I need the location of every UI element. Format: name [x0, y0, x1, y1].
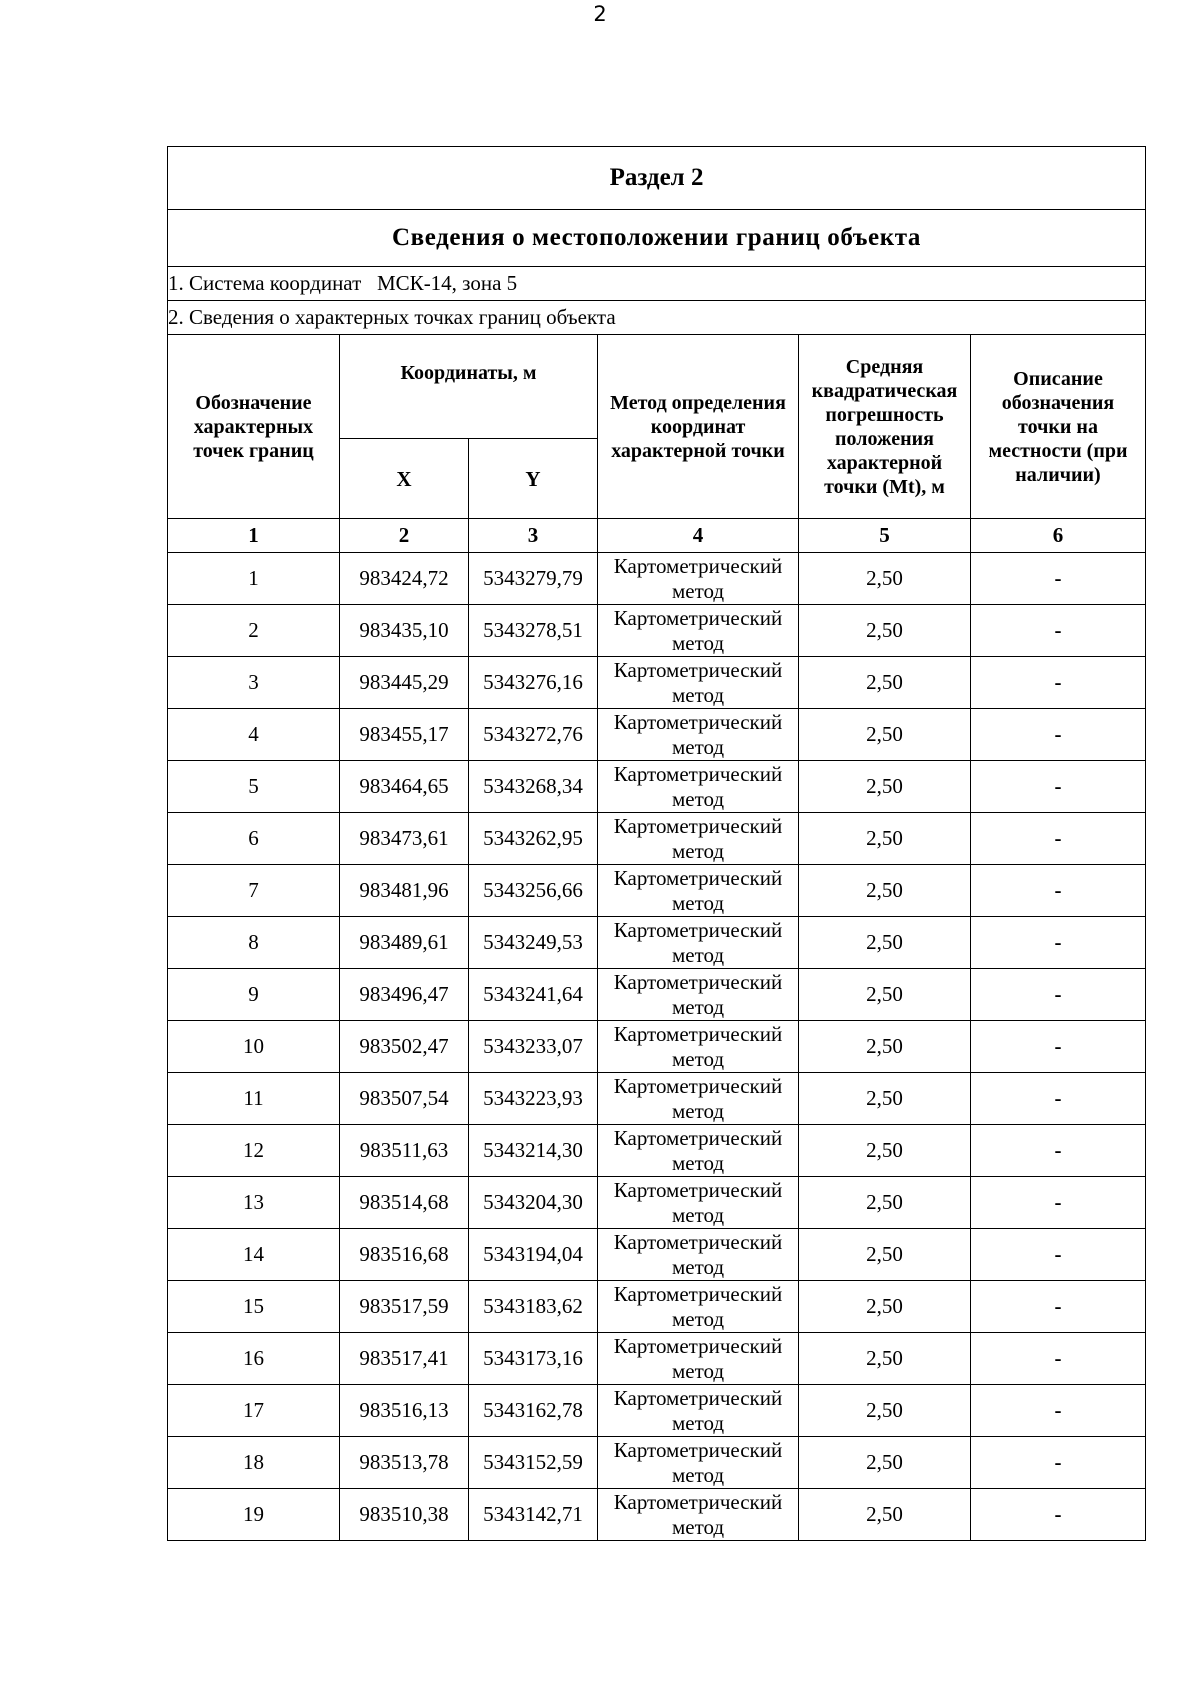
x-coordinate-cell: 983435,10 — [340, 605, 469, 657]
error-cell: 2,50 — [799, 1125, 971, 1177]
method-line-1: Картометрический — [613, 865, 783, 890]
header-description: Описание обозначения точки на местности (при наличии) — [971, 335, 1146, 519]
table-title: Сведения о местоположении границ объекта — [168, 210, 1146, 267]
description-cell: - — [971, 865, 1146, 917]
point-number-cell: 5 — [168, 761, 340, 813]
method-line-2: метод — [671, 890, 725, 915]
column-number: 2 — [340, 519, 469, 553]
point-number-cell: 8 — [168, 917, 340, 969]
table-row — [168, 813, 1146, 865]
point-number-cell: 18 — [168, 1437, 340, 1489]
header-y: Y — [469, 439, 598, 519]
description-cell: - — [971, 917, 1146, 969]
y-coordinate-cell: 5343152,59 — [469, 1437, 598, 1489]
method-line-2: метод — [671, 1358, 725, 1383]
y-coordinate-cell: 5343268,34 — [469, 761, 598, 813]
table-row — [168, 1489, 1146, 1541]
x-coordinate-cell: 983496,47 — [340, 969, 469, 1021]
table-row — [168, 657, 1146, 709]
x-coordinate-cell: 983507,54 — [340, 1073, 469, 1125]
method-line-2: метод — [671, 1254, 725, 1279]
y-coordinate-cell: 5343241,64 — [469, 969, 598, 1021]
method-line-2: метод — [671, 994, 725, 1019]
table-row — [168, 1385, 1146, 1437]
y-coordinate-cell: 5343162,78 — [469, 1385, 598, 1437]
table-row — [168, 1021, 1146, 1073]
method-line-2: метод — [671, 1046, 725, 1071]
error-cell: 2,50 — [799, 1177, 971, 1229]
point-number-cell: 6 — [168, 813, 340, 865]
error-cell: 2,50 — [799, 1073, 971, 1125]
method-line-2: метод — [671, 682, 725, 707]
method-line-1: Картометрический — [613, 657, 783, 682]
method-line-1: Картометрический — [613, 917, 783, 942]
description-cell: - — [971, 1489, 1146, 1541]
error-cell: 2,50 — [799, 969, 971, 1021]
column-number: 6 — [971, 519, 1146, 553]
point-number-cell: 4 — [168, 709, 340, 761]
table-row — [168, 761, 1146, 813]
point-number-cell: 15 — [168, 1281, 340, 1333]
x-coordinate-cell: 983514,68 — [340, 1177, 469, 1229]
x-coordinate-cell: 983517,41 — [340, 1333, 469, 1385]
x-coordinate-cell: 983473,61 — [340, 813, 469, 865]
table-row — [168, 1333, 1146, 1385]
method-line-2: метод — [671, 1098, 725, 1123]
method-line-1: Картометрический — [613, 1073, 783, 1098]
point-number-cell: 3 — [168, 657, 340, 709]
x-coordinate-cell: 983513,78 — [340, 1437, 469, 1489]
method-cell — [598, 709, 799, 761]
table-row — [168, 1437, 1146, 1489]
table-row — [168, 969, 1146, 1021]
method-line-2: метод — [671, 1410, 725, 1435]
method-line-2: метод — [671, 942, 725, 967]
y-coordinate-cell: 5343256,66 — [469, 865, 598, 917]
y-coordinate-cell: 5343276,16 — [469, 657, 598, 709]
page-number: 2 — [593, 2, 607, 26]
y-coordinate-cell: 5343279,79 — [469, 553, 598, 605]
x-coordinate-cell: 983510,38 — [340, 1489, 469, 1541]
error-cell: 2,50 — [799, 709, 971, 761]
x-coordinate-cell: 983489,61 — [340, 917, 469, 969]
point-number-cell: 17 — [168, 1385, 340, 1437]
y-coordinate-cell: 5343233,07 — [469, 1021, 598, 1073]
point-number-cell: 11 — [168, 1073, 340, 1125]
points-info-row — [168, 301, 1146, 335]
method-cell — [598, 865, 799, 917]
y-coordinate-cell: 5343194,04 — [469, 1229, 598, 1281]
method-cell — [598, 917, 799, 969]
method-cell — [598, 605, 799, 657]
method-line-1: Картометрический — [613, 1333, 783, 1358]
error-cell: 2,50 — [799, 865, 971, 917]
method-cell — [598, 1489, 799, 1541]
x-coordinate-cell: 983424,72 — [340, 553, 469, 605]
y-coordinate-cell: 5343249,53 — [469, 917, 598, 969]
column-numbers-row — [168, 519, 1146, 553]
method-line-1: Картометрический — [613, 1281, 783, 1306]
error-cell: 2,50 — [799, 1021, 971, 1073]
table-row — [168, 1229, 1146, 1281]
error-cell: 2,50 — [799, 553, 971, 605]
column-number: 4 — [598, 519, 799, 553]
point-number-cell: 7 — [168, 865, 340, 917]
description-cell: - — [971, 1281, 1146, 1333]
method-line-2: метод — [671, 1514, 725, 1539]
description-cell: - — [971, 1229, 1146, 1281]
error-cell: 2,50 — [799, 813, 971, 865]
x-coordinate-cell: 983445,29 — [340, 657, 469, 709]
y-coordinate-cell: 5343183,62 — [469, 1281, 598, 1333]
method-cell — [598, 1281, 799, 1333]
point-number-cell: 9 — [168, 969, 340, 1021]
method-cell — [598, 657, 799, 709]
method-cell — [598, 1385, 799, 1437]
error-cell: 2,50 — [799, 605, 971, 657]
method-line-2: метод — [671, 786, 725, 811]
x-coordinate-cell: 983516,13 — [340, 1385, 469, 1437]
description-cell: - — [971, 709, 1146, 761]
method-line-1: Картометрический — [613, 553, 783, 578]
point-number-cell: 2 — [168, 605, 340, 657]
x-coordinate-cell: 983502,47 — [340, 1021, 469, 1073]
table-row — [168, 1177, 1146, 1229]
method-cell — [598, 969, 799, 1021]
method-cell — [598, 1229, 799, 1281]
method-line-1: Картометрический — [613, 1021, 783, 1046]
error-cell: 2,50 — [799, 917, 971, 969]
method-cell — [598, 761, 799, 813]
method-line-1: Картометрический — [613, 761, 783, 786]
method-cell — [598, 553, 799, 605]
method-line-1: Картометрический — [613, 1177, 783, 1202]
point-number-cell: 10 — [168, 1021, 340, 1073]
description-cell: - — [971, 553, 1146, 605]
coordinate-system-row — [168, 267, 1146, 301]
table-row — [168, 605, 1146, 657]
y-coordinate-cell: 5343142,71 — [469, 1489, 598, 1541]
method-line-2: метод — [671, 1306, 725, 1331]
point-number-cell: 12 — [168, 1125, 340, 1177]
method-line-2: метод — [671, 1150, 725, 1175]
column-number: 3 — [469, 519, 598, 553]
error-cell: 2,50 — [799, 1437, 971, 1489]
section-row — [168, 147, 1146, 210]
description-cell: - — [971, 1385, 1146, 1437]
point-number-cell: 16 — [168, 1333, 340, 1385]
description-cell: - — [971, 1125, 1146, 1177]
error-cell: 2,50 — [799, 1489, 971, 1541]
description-cell: - — [971, 605, 1146, 657]
method-line-2: метод — [671, 734, 725, 759]
title-row — [168, 210, 1146, 267]
section-title: Раздел 2 — [168, 147, 1146, 210]
table-row — [168, 917, 1146, 969]
method-line-1: Картометрический — [613, 709, 783, 734]
method-line-1: Картометрический — [613, 1437, 783, 1462]
error-cell: 2,50 — [799, 761, 971, 813]
method-cell — [598, 1333, 799, 1385]
description-cell: - — [971, 813, 1146, 865]
table-row — [168, 1073, 1146, 1125]
description-cell: - — [971, 1333, 1146, 1385]
description-cell: - — [971, 1073, 1146, 1125]
y-coordinate-cell: 5343272,76 — [469, 709, 598, 761]
y-coordinate-cell: 5343173,16 — [469, 1333, 598, 1385]
table-row — [168, 709, 1146, 761]
points-info-text: 2. Сведения о характерных точках границ объекта — [168, 301, 1146, 335]
x-coordinate-cell: 983516,68 — [340, 1229, 469, 1281]
column-number: 5 — [799, 519, 971, 553]
method-line-1: Картометрический — [613, 1125, 783, 1150]
header-error: Средняя квадратическая погрешность положения характерной точки (Mt), м — [799, 335, 971, 519]
x-coordinate-cell: 983464,65 — [340, 761, 469, 813]
table-row — [168, 553, 1146, 605]
error-cell: 2,50 — [799, 1385, 971, 1437]
method-cell — [598, 1073, 799, 1125]
method-line-1: Картометрический — [613, 605, 783, 630]
x-coordinate-cell: 983481,96 — [340, 865, 469, 917]
method-line-1: Картометрический — [613, 1385, 783, 1410]
point-number-cell: 14 — [168, 1229, 340, 1281]
error-cell: 2,50 — [799, 657, 971, 709]
description-cell: - — [971, 1021, 1146, 1073]
method-line-1: Картометрический — [613, 1489, 783, 1514]
method-cell — [598, 1125, 799, 1177]
y-coordinate-cell: 5343278,51 — [469, 605, 598, 657]
point-number-cell: 19 — [168, 1489, 340, 1541]
method-line-2: метод — [671, 1202, 725, 1227]
y-coordinate-cell: 5343223,93 — [469, 1073, 598, 1125]
x-coordinate-cell: 983511,63 — [340, 1125, 469, 1177]
x-coordinate-cell: 983517,59 — [340, 1281, 469, 1333]
x-coordinate-cell: 983455,17 — [340, 709, 469, 761]
header-coordinates: Координаты, м — [340, 335, 598, 439]
table-row — [168, 865, 1146, 917]
y-coordinate-cell: 5343262,95 — [469, 813, 598, 865]
column-number: 1 — [168, 519, 340, 553]
description-cell: - — [971, 1437, 1146, 1489]
method-line-2: метод — [671, 630, 725, 655]
y-coordinate-cell: 5343204,30 — [469, 1177, 598, 1229]
error-cell: 2,50 — [799, 1281, 971, 1333]
method-line-1: Картометрический — [613, 813, 783, 838]
description-cell: - — [971, 969, 1146, 1021]
table-row — [168, 1281, 1146, 1333]
error-cell: 2,50 — [799, 1229, 971, 1281]
error-cell: 2,50 — [799, 1333, 971, 1385]
table-row — [168, 1125, 1146, 1177]
method-line-1: Картометрический — [613, 1229, 783, 1254]
description-cell: - — [971, 1177, 1146, 1229]
method-cell — [598, 1437, 799, 1489]
header-row-1 — [168, 335, 1146, 439]
boundary-points-table — [167, 146, 1146, 1541]
header-point-label: Обозначение характерных точек границ — [168, 335, 340, 519]
header-method: Метод определения координат характерной точки — [598, 335, 799, 519]
header-x: X — [340, 439, 469, 519]
method-cell — [598, 813, 799, 865]
method-cell — [598, 1177, 799, 1229]
method-cell — [598, 1021, 799, 1073]
description-cell: - — [971, 657, 1146, 709]
description-cell: - — [971, 761, 1146, 813]
method-line-2: метод — [671, 838, 725, 863]
point-number-cell: 1 — [168, 553, 340, 605]
point-number-cell: 13 — [168, 1177, 340, 1229]
y-coordinate-cell: 5343214,30 — [469, 1125, 598, 1177]
method-line-1: Картометрический — [613, 969, 783, 994]
coordinate-system-text: 1. Система координат МСК-14, зона 5 — [168, 267, 1146, 301]
method-line-2: метод — [671, 1462, 725, 1487]
method-line-2: метод — [671, 578, 725, 603]
